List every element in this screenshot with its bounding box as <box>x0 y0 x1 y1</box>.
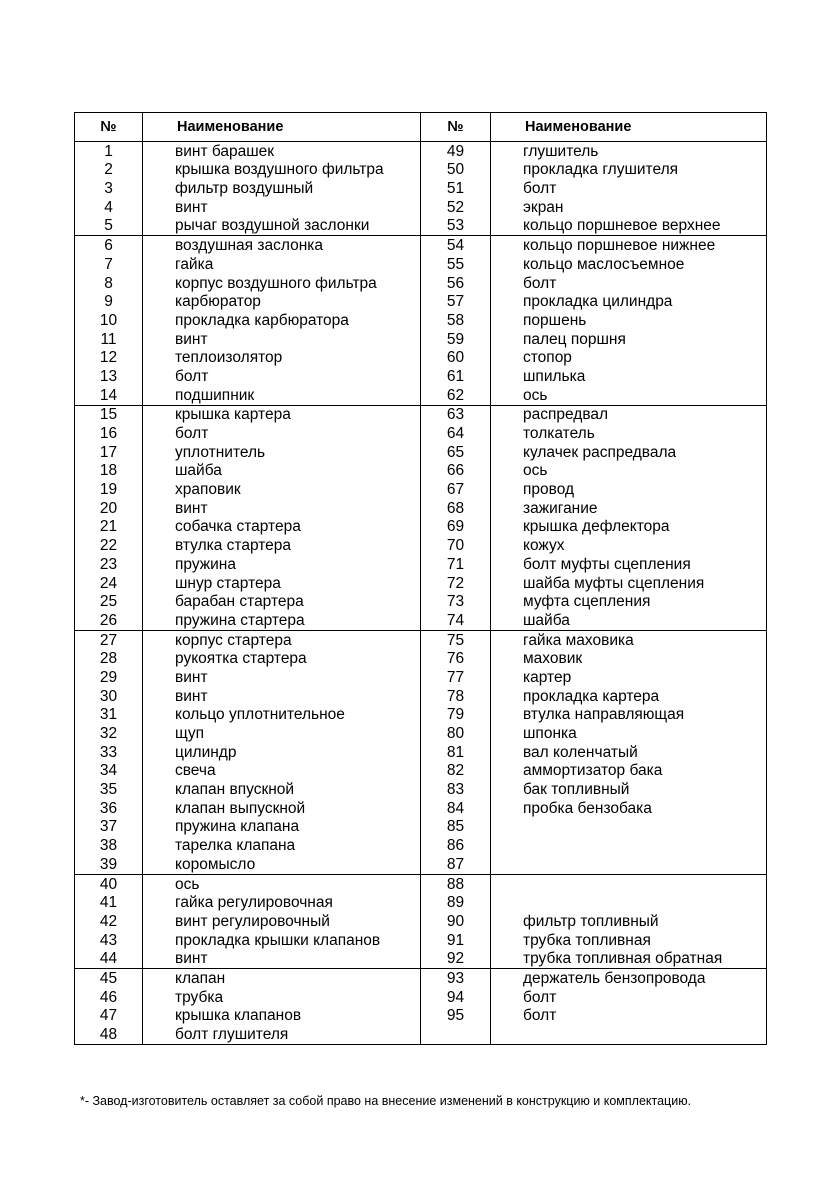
part-name-left: шнур стартера <box>143 574 421 593</box>
part-number-right: 82 <box>421 762 491 781</box>
table-row <box>75 480 767 499</box>
part-name-right: кольцо поршневое нижнее <box>491 236 767 255</box>
table-row <box>75 443 767 462</box>
table-row <box>75 161 767 180</box>
part-name-left: клапан выпускной <box>143 799 421 818</box>
part-name-left: корпус воздушного фильтра <box>143 274 421 293</box>
table-row <box>75 518 767 537</box>
part-name-left: крышка картера <box>143 405 421 424</box>
part-name-right <box>491 1025 767 1044</box>
part-number-left: 18 <box>75 462 143 481</box>
part-number-left: 41 <box>75 894 143 913</box>
table-row <box>75 424 767 443</box>
parts-table-body <box>75 142 767 1045</box>
header-number-left: № <box>75 113 143 142</box>
table-row <box>75 236 767 255</box>
part-number-right: 69 <box>421 518 491 537</box>
part-number-left: 28 <box>75 650 143 669</box>
part-name-right: крышка дефлектора <box>491 518 767 537</box>
part-name-left: прокладка карбюратора <box>143 311 421 330</box>
part-name-right: кольцо поршневое верхнее <box>491 217 767 236</box>
part-name-left: винт <box>143 198 421 217</box>
part-name-right: болт <box>491 274 767 293</box>
part-name-left: барабан стартера <box>143 593 421 612</box>
part-number-left: 35 <box>75 780 143 799</box>
part-number-left: 42 <box>75 912 143 931</box>
table-row <box>75 274 767 293</box>
part-number-right: 57 <box>421 293 491 312</box>
part-number-right: 52 <box>421 198 491 217</box>
part-number-left: 20 <box>75 499 143 518</box>
part-number-left: 16 <box>75 424 143 443</box>
part-number-left: 23 <box>75 555 143 574</box>
part-name-right: зажигание <box>491 499 767 518</box>
part-name-right: шайба <box>491 611 767 630</box>
table-row <box>75 988 767 1007</box>
part-name-right: шайба муфты сцепления <box>491 574 767 593</box>
part-number-left: 24 <box>75 574 143 593</box>
part-number-left: 2 <box>75 161 143 180</box>
part-number-left: 26 <box>75 611 143 630</box>
part-number-right: 72 <box>421 574 491 593</box>
part-name-left: винт <box>143 950 421 969</box>
part-name-right: шпилька <box>491 367 767 386</box>
part-number-left: 45 <box>75 969 143 988</box>
part-number-right: 59 <box>421 330 491 349</box>
part-number-right: 67 <box>421 480 491 499</box>
part-number-right <box>421 1025 491 1044</box>
part-number-right: 92 <box>421 950 491 969</box>
table-row <box>75 349 767 368</box>
part-number-right: 68 <box>421 499 491 518</box>
part-number-right: 89 <box>421 894 491 913</box>
part-number-right: 65 <box>421 443 491 462</box>
part-number-right: 66 <box>421 462 491 481</box>
part-number-left: 22 <box>75 536 143 555</box>
part-name-right: трубка топливная <box>491 931 767 950</box>
table-row <box>75 330 767 349</box>
part-number-left: 11 <box>75 330 143 349</box>
part-name-right <box>491 894 767 913</box>
part-name-left: собачка стартера <box>143 518 421 537</box>
part-number-right: 71 <box>421 555 491 574</box>
part-name-right: муфта сцепления <box>491 593 767 612</box>
part-name-left: уплотнитель <box>143 443 421 462</box>
part-number-right: 50 <box>421 161 491 180</box>
part-number-left: 33 <box>75 743 143 762</box>
part-name-right: кулачек распредвала <box>491 443 767 462</box>
table-row <box>75 668 767 687</box>
part-name-left: винт <box>143 687 421 706</box>
footnote: *- Завод-изготовитель оставляет за собой право на внесение изменений в конструкцию и комплектацию. <box>80 1094 692 1108</box>
table-row <box>75 179 767 198</box>
part-name-left: карбюратор <box>143 293 421 312</box>
part-name-right: вал коленчатый <box>491 743 767 762</box>
part-number-right: 73 <box>421 593 491 612</box>
part-number-left: 15 <box>75 405 143 424</box>
part-number-left: 44 <box>75 950 143 969</box>
table-row <box>75 367 767 386</box>
part-number-right: 53 <box>421 217 491 236</box>
part-name-left: пружина <box>143 555 421 574</box>
part-number-left: 3 <box>75 179 143 198</box>
header-number-right: № <box>421 113 491 142</box>
part-number-right: 79 <box>421 706 491 725</box>
part-name-left: прокладка крышки клапанов <box>143 931 421 950</box>
part-name-left: винт барашек <box>143 142 421 161</box>
table-row <box>75 950 767 969</box>
part-name-left: тарелка клапана <box>143 836 421 855</box>
part-name-left: втулка стартера <box>143 536 421 555</box>
part-number-right: 63 <box>421 405 491 424</box>
part-name-right: пробка бензобака <box>491 799 767 818</box>
part-name-right: фильтр топливный <box>491 912 767 931</box>
part-name-right: провод <box>491 480 767 499</box>
table-row <box>75 386 767 405</box>
part-number-left: 34 <box>75 762 143 781</box>
part-name-left: гайка <box>143 255 421 274</box>
part-name-right: картер <box>491 668 767 687</box>
part-name-left: трубка <box>143 988 421 1007</box>
part-number-left: 29 <box>75 668 143 687</box>
part-name-right: шпонка <box>491 724 767 743</box>
table-row <box>75 1025 767 1044</box>
part-name-left: коромысло <box>143 855 421 874</box>
table-row <box>75 217 767 236</box>
part-name-right: гайка маховика <box>491 630 767 649</box>
part-name-right: поршень <box>491 311 767 330</box>
part-number-right: 76 <box>421 650 491 669</box>
part-number-left: 5 <box>75 217 143 236</box>
part-number-right: 83 <box>421 780 491 799</box>
part-number-left: 39 <box>75 855 143 874</box>
part-number-left: 14 <box>75 386 143 405</box>
part-number-left: 9 <box>75 293 143 312</box>
table-row <box>75 611 767 630</box>
part-number-left: 38 <box>75 836 143 855</box>
part-name-left: болт <box>143 367 421 386</box>
part-name-left: винт <box>143 330 421 349</box>
table-row <box>75 593 767 612</box>
part-name-right: прокладка глушителя <box>491 161 767 180</box>
table-row <box>75 462 767 481</box>
part-name-right: держатель бензопровода <box>491 969 767 988</box>
part-number-right: 94 <box>421 988 491 1007</box>
part-name-left: пружина клапана <box>143 818 421 837</box>
part-name-left: воздушная заслонка <box>143 236 421 255</box>
part-name-left: ось <box>143 874 421 893</box>
part-number-right: 88 <box>421 874 491 893</box>
table-row <box>75 311 767 330</box>
part-number-right: 64 <box>421 424 491 443</box>
part-number-right: 54 <box>421 236 491 255</box>
part-number-left: 12 <box>75 349 143 368</box>
part-name-left: гайка регулировочная <box>143 894 421 913</box>
header-name-right: Наименование <box>491 113 767 142</box>
table-row <box>75 874 767 893</box>
table-row <box>75 687 767 706</box>
part-name-left: храповик <box>143 480 421 499</box>
part-name-left: винт регулировочный <box>143 912 421 931</box>
part-number-left: 46 <box>75 988 143 1007</box>
table-row <box>75 1007 767 1026</box>
part-number-left: 7 <box>75 255 143 274</box>
part-name-right: бак топливный <box>491 780 767 799</box>
part-number-right: 55 <box>421 255 491 274</box>
part-number-left: 17 <box>75 443 143 462</box>
table-row <box>75 855 767 874</box>
part-name-right: болт <box>491 1007 767 1026</box>
part-name-left: цилиндр <box>143 743 421 762</box>
part-name-left: клапан <box>143 969 421 988</box>
part-number-right: 60 <box>421 349 491 368</box>
part-number-left: 36 <box>75 799 143 818</box>
part-name-right <box>491 836 767 855</box>
table-row <box>75 499 767 518</box>
part-number-left: 27 <box>75 630 143 649</box>
table-row <box>75 293 767 312</box>
part-number-right: 78 <box>421 687 491 706</box>
table-row <box>75 405 767 424</box>
part-name-right: кожух <box>491 536 767 555</box>
part-number-left: 31 <box>75 706 143 725</box>
part-name-left: щуп <box>143 724 421 743</box>
table-row <box>75 969 767 988</box>
part-name-left: клапан впускной <box>143 780 421 799</box>
part-number-left: 25 <box>75 593 143 612</box>
table-row <box>75 650 767 669</box>
part-name-left: винт <box>143 668 421 687</box>
part-name-right <box>491 818 767 837</box>
part-number-right: 49 <box>421 142 491 161</box>
part-number-right: 75 <box>421 630 491 649</box>
part-name-right: ось <box>491 386 767 405</box>
part-number-right: 62 <box>421 386 491 405</box>
part-number-left: 19 <box>75 480 143 499</box>
part-number-left: 4 <box>75 198 143 217</box>
part-name-right: прокладка цилиндра <box>491 293 767 312</box>
table-row <box>75 555 767 574</box>
table-row <box>75 536 767 555</box>
part-name-left: теплоизолятор <box>143 349 421 368</box>
part-number-right: 70 <box>421 536 491 555</box>
part-number-left: 21 <box>75 518 143 537</box>
part-name-right: распредвал <box>491 405 767 424</box>
part-name-left: рукоятка стартера <box>143 650 421 669</box>
part-number-right: 84 <box>421 799 491 818</box>
part-name-right: трубка топливная обратная <box>491 950 767 969</box>
part-number-left: 48 <box>75 1025 143 1044</box>
part-name-right: болт <box>491 179 767 198</box>
part-number-right: 51 <box>421 179 491 198</box>
part-number-left: 32 <box>75 724 143 743</box>
part-number-right: 80 <box>421 724 491 743</box>
part-number-left: 8 <box>75 274 143 293</box>
part-number-right: 91 <box>421 931 491 950</box>
header-name-left: Наименование <box>143 113 421 142</box>
part-name-left: подшипник <box>143 386 421 405</box>
part-number-right: 86 <box>421 836 491 855</box>
table-row <box>75 780 767 799</box>
table-row <box>75 142 767 161</box>
part-name-right: втулка направляющая <box>491 706 767 725</box>
part-name-right: глушитель <box>491 142 767 161</box>
table-header-row <box>75 113 767 142</box>
part-name-right: болт <box>491 988 767 1007</box>
table-row <box>75 912 767 931</box>
part-number-left: 43 <box>75 931 143 950</box>
part-name-left: рычаг воздушной заслонки <box>143 217 421 236</box>
table-row <box>75 724 767 743</box>
part-name-left: кольцо уплотнительное <box>143 706 421 725</box>
part-name-right: кольцо маслосъемное <box>491 255 767 274</box>
part-name-left: винт <box>143 499 421 518</box>
part-number-left: 1 <box>75 142 143 161</box>
part-name-right <box>491 855 767 874</box>
part-name-right <box>491 874 767 893</box>
part-number-right: 85 <box>421 818 491 837</box>
table-row <box>75 762 767 781</box>
table-row <box>75 630 767 649</box>
part-name-right: маховик <box>491 650 767 669</box>
table-row <box>75 931 767 950</box>
part-name-right: стопор <box>491 349 767 368</box>
part-name-left: болт <box>143 424 421 443</box>
part-name-right: толкатель <box>491 424 767 443</box>
part-number-right: 90 <box>421 912 491 931</box>
part-name-right: болт муфты сцепления <box>491 555 767 574</box>
table-row <box>75 743 767 762</box>
part-number-right: 61 <box>421 367 491 386</box>
table-row <box>75 574 767 593</box>
part-name-left: шайба <box>143 462 421 481</box>
part-number-right: 58 <box>421 311 491 330</box>
part-number-right: 95 <box>421 1007 491 1026</box>
table-row <box>75 255 767 274</box>
part-number-left: 47 <box>75 1007 143 1026</box>
part-name-right: аммортизатор бака <box>491 762 767 781</box>
part-number-right: 81 <box>421 743 491 762</box>
part-name-right: экран <box>491 198 767 217</box>
part-name-right: ось <box>491 462 767 481</box>
part-number-right: 56 <box>421 274 491 293</box>
part-name-left: болт глушителя <box>143 1025 421 1044</box>
part-name-left: крышка воздушного фильтра <box>143 161 421 180</box>
part-name-left: фильтр воздушный <box>143 179 421 198</box>
table-row <box>75 198 767 217</box>
part-number-left: 13 <box>75 367 143 386</box>
table-row <box>75 818 767 837</box>
table-row <box>75 706 767 725</box>
part-name-left: свеча <box>143 762 421 781</box>
part-number-right: 74 <box>421 611 491 630</box>
part-number-right: 93 <box>421 969 491 988</box>
part-name-right: палец поршня <box>491 330 767 349</box>
part-name-left: пружина стартера <box>143 611 421 630</box>
part-number-left: 37 <box>75 818 143 837</box>
part-number-left: 40 <box>75 874 143 893</box>
table-row <box>75 894 767 913</box>
part-name-left: корпус стартера <box>143 630 421 649</box>
part-number-right: 87 <box>421 855 491 874</box>
part-number-right: 77 <box>421 668 491 687</box>
part-number-left: 30 <box>75 687 143 706</box>
table-row <box>75 799 767 818</box>
part-name-left: крышка клапанов <box>143 1007 421 1026</box>
table-row <box>75 836 767 855</box>
part-number-left: 10 <box>75 311 143 330</box>
part-name-right: прокладка картера <box>491 687 767 706</box>
parts-table <box>74 112 767 1045</box>
part-number-left: 6 <box>75 236 143 255</box>
